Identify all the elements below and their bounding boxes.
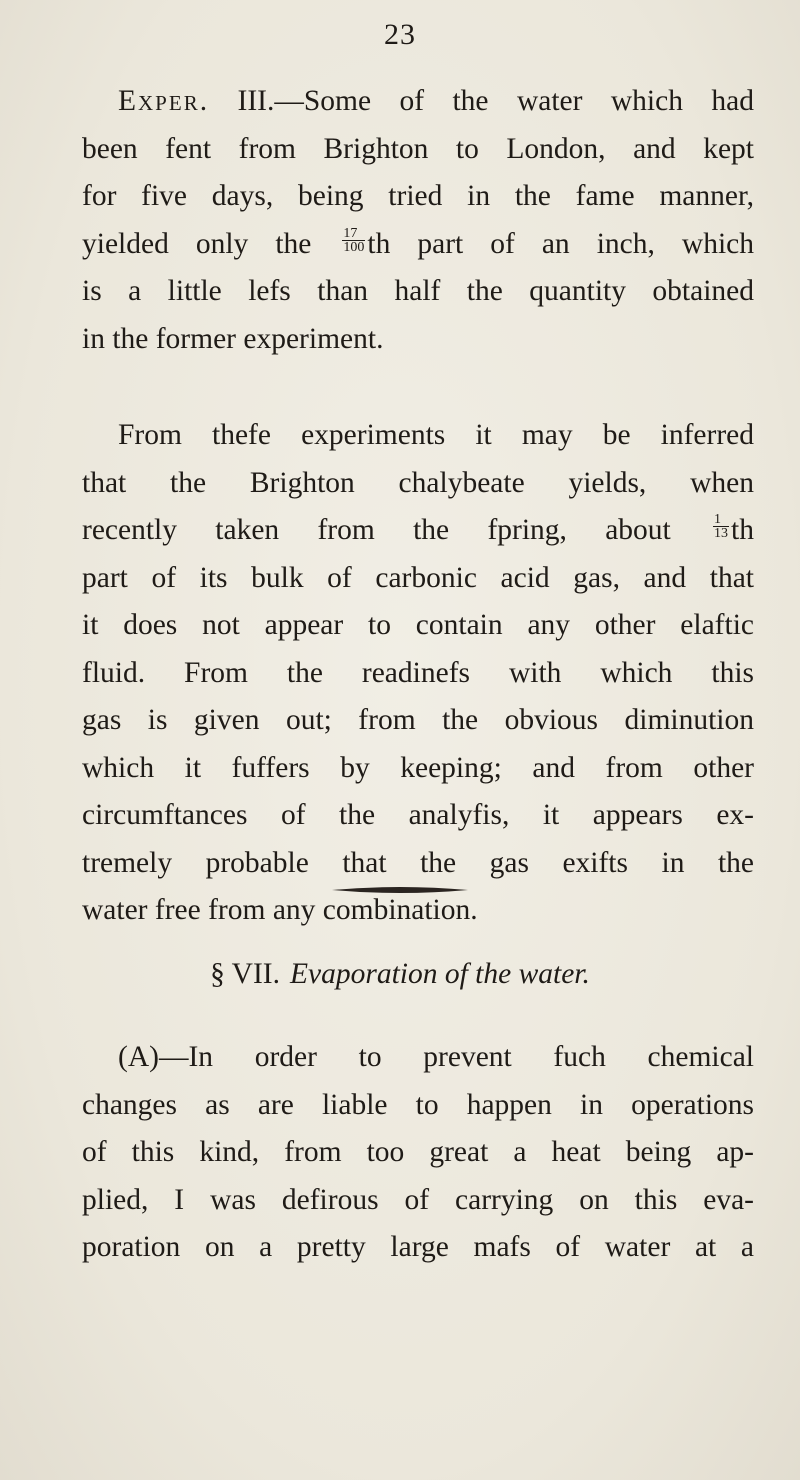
inference-line-6: fluid. From the readinefs with which this: [82, 656, 754, 689]
section-divider-ornament: [0, 884, 800, 896]
experiment-line-2: been fent from Brighton to London, and kept: [82, 132, 754, 165]
fraction-seventeen-hundredths: $\frac{17}{100}$: [343, 225, 365, 255]
inference-line-8: which it fuffers by keeping; and from other: [82, 751, 754, 784]
inference-line-2: that the Brighton chalybeate yields, when: [82, 466, 754, 499]
evaporation-line-4: plied, I was defirous of carrying on this eva-: [82, 1183, 754, 1216]
page-number: 23: [384, 18, 416, 51]
evaporation-paragraph: [82, 1034, 754, 1272]
inference-line-7: gas is given out; from the obvious diminution: [82, 704, 754, 736]
evaporation-line-3: of this kind, from too great a heat being ap-: [82, 1136, 754, 1168]
inference-paragraph: [82, 412, 754, 935]
evaporation-line-1: (A)—In order to prevent fuch chemical: [118, 1041, 754, 1073]
inference-line-5: it does not appear to contain any other elaftic: [82, 609, 754, 641]
evaporation-line-2: changes as are liable to happen in operations: [82, 1088, 754, 1121]
experiment-line-3: for five days, being tried in the fame manner,: [82, 180, 754, 212]
inference-line-4: part of its bulk of carbonic acid gas, and that: [82, 561, 754, 594]
section-title: Evaporation of the water.: [290, 958, 590, 990]
inference-line-3: recently taken from the fpring, about $\frac{1}{13}$ th: [82, 512, 754, 546]
divider-rule-icon: [330, 884, 470, 896]
experiment-line-1: Exper. III.—Some of the water which had: [118, 85, 754, 117]
experiment-line-6: in the former experiment.: [82, 322, 384, 355]
inference-line-1: From thefe experiments it may be inferred: [118, 419, 754, 451]
section-number: § VII.: [210, 958, 280, 990]
fraction-one-thirteenth: $\frac{1}{13}$: [714, 512, 729, 541]
experiment-paragraph: [82, 78, 754, 363]
experiment-line-4: yielded only the $\frac{17}{100}$ th part of an inch, which: [82, 225, 754, 260]
inference-line-10: tremely probable that the gas exifts in the: [82, 846, 754, 879]
inference-line-9: circumftances of the analyfis, it appears ex-: [82, 799, 754, 831]
experiment-line-5: is a little lefs than half the quantity obtained: [82, 275, 754, 307]
evaporation-line-5: poration on a pretty large mafs of water at a: [82, 1231, 754, 1263]
inference-line-11: water free from any combination.: [82, 894, 478, 926]
experiment-label: Exper.: [118, 85, 210, 117]
section-heading: [0, 954, 800, 994]
